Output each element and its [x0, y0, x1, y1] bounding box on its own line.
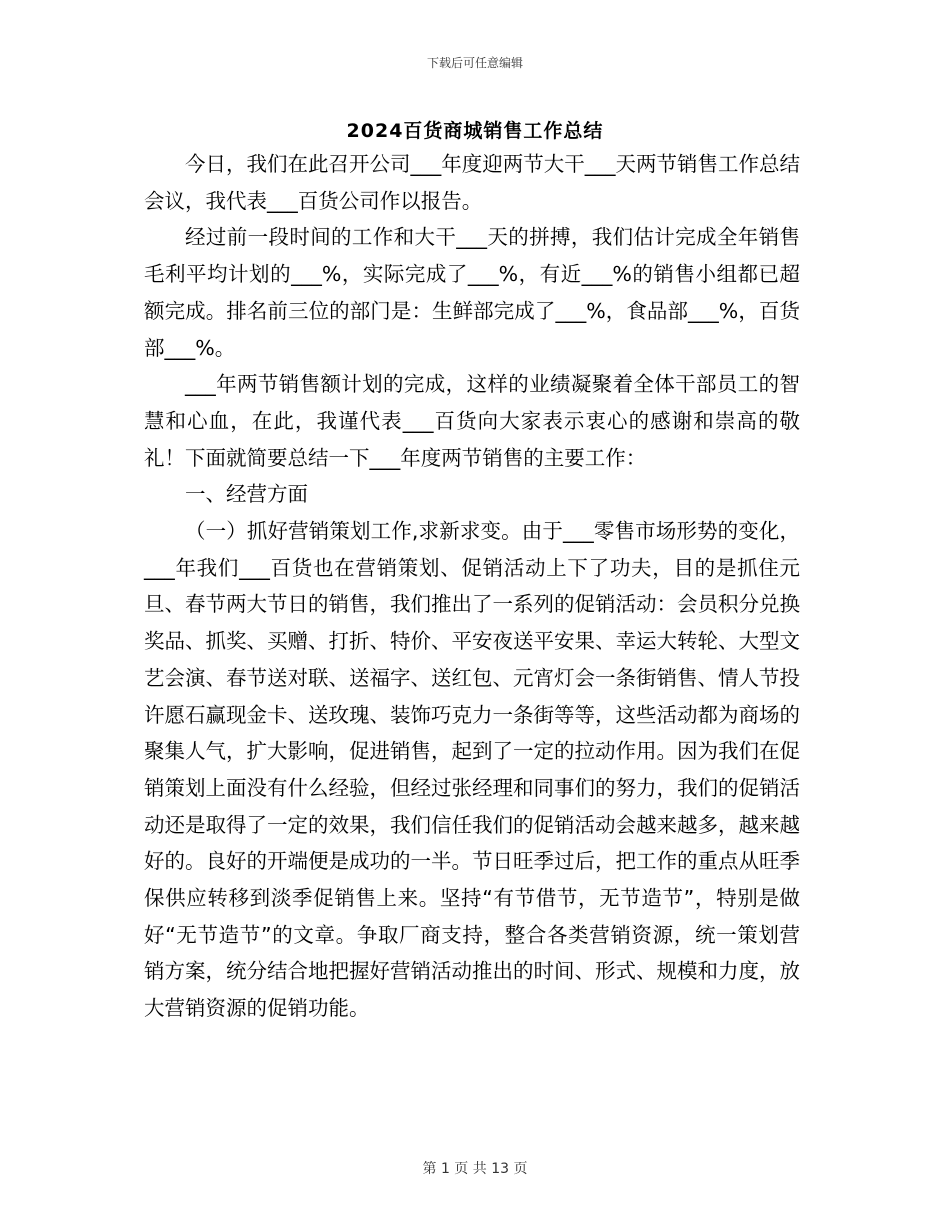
header-note: 下载后可任意编辑	[426, 56, 523, 70]
document-title: 2024百货商城销售工作总结	[346, 120, 604, 142]
document-body	[144, 146, 800, 1027]
paragraph-marketing: （一）抓好营销策划工作,求新求变。由于___零售市场形势的变化，___年我们___百货也在营销策划、促销活动上下了功夫，目的是抓住元旦、春节两大节日的销售，我们推出了一系列的促销活动：会员积分兑换奖品、抓奖、买赠、打折、特价、平安夜送平安果、幸运大转轮、大型文艺会演、春节送对联、送福字、送红包、元宵灯会一条街销售、情人节投许愿石赢现金卡、送玫瑰、装饰巧克力一条街等等，这些活动都为商场的聚集人气，扩大影响，促进销售，起到了一定的拉动作用。因为我们在促销策划上面没有什么经验，但经过张经理和同事们的努力，我们的促销活动还是取得了一定的效果，我们信任我们的促销活动会越来越多，越来越好的。良好的开端便是成功的一半。节日旺季过后，把工作的重点从旺季保供应转移到淡季促销售上来。坚持“有节借节，无节造节”，特别是做好“无节造节”的文章。争取厂商支持，整合各类营销资源，统一策划营销方案，统分结合地把握好营销活动推出的时间、形式、规模和力度，放大营销资源的促销功能。	[144, 519, 800, 1021]
page-number: 第 1 页 共 13 页	[422, 1161, 528, 1177]
paragraph-results: 经过前一段时间的工作和大干___天的拼搏，我们估计完成全年销售毛利平均计划的___%，实际完成了___%，有近___%的销售小组都已超额完成。排名前三位的部门是：生鲜部完成了___%，食品部___%，百货部___%。	[144, 225, 800, 360]
section-heading-operations: 一、经营方面	[185, 482, 308, 507]
paragraph-opening: 今日，我们在此召开公司___年度迎两节大干___天两节销售工作总结会议，我代表___百货公司作以报告。	[144, 152, 800, 213]
paragraph-thanks: ___年两节销售额计划的完成，这样的业绩凝聚着全体干部员工的智慧和心血，在此，我谨代表___百货向大家表示衷心的感谢和崇高的敬礼！下面就简要总结一下___年度两节销售的主要工作：	[144, 372, 800, 470]
